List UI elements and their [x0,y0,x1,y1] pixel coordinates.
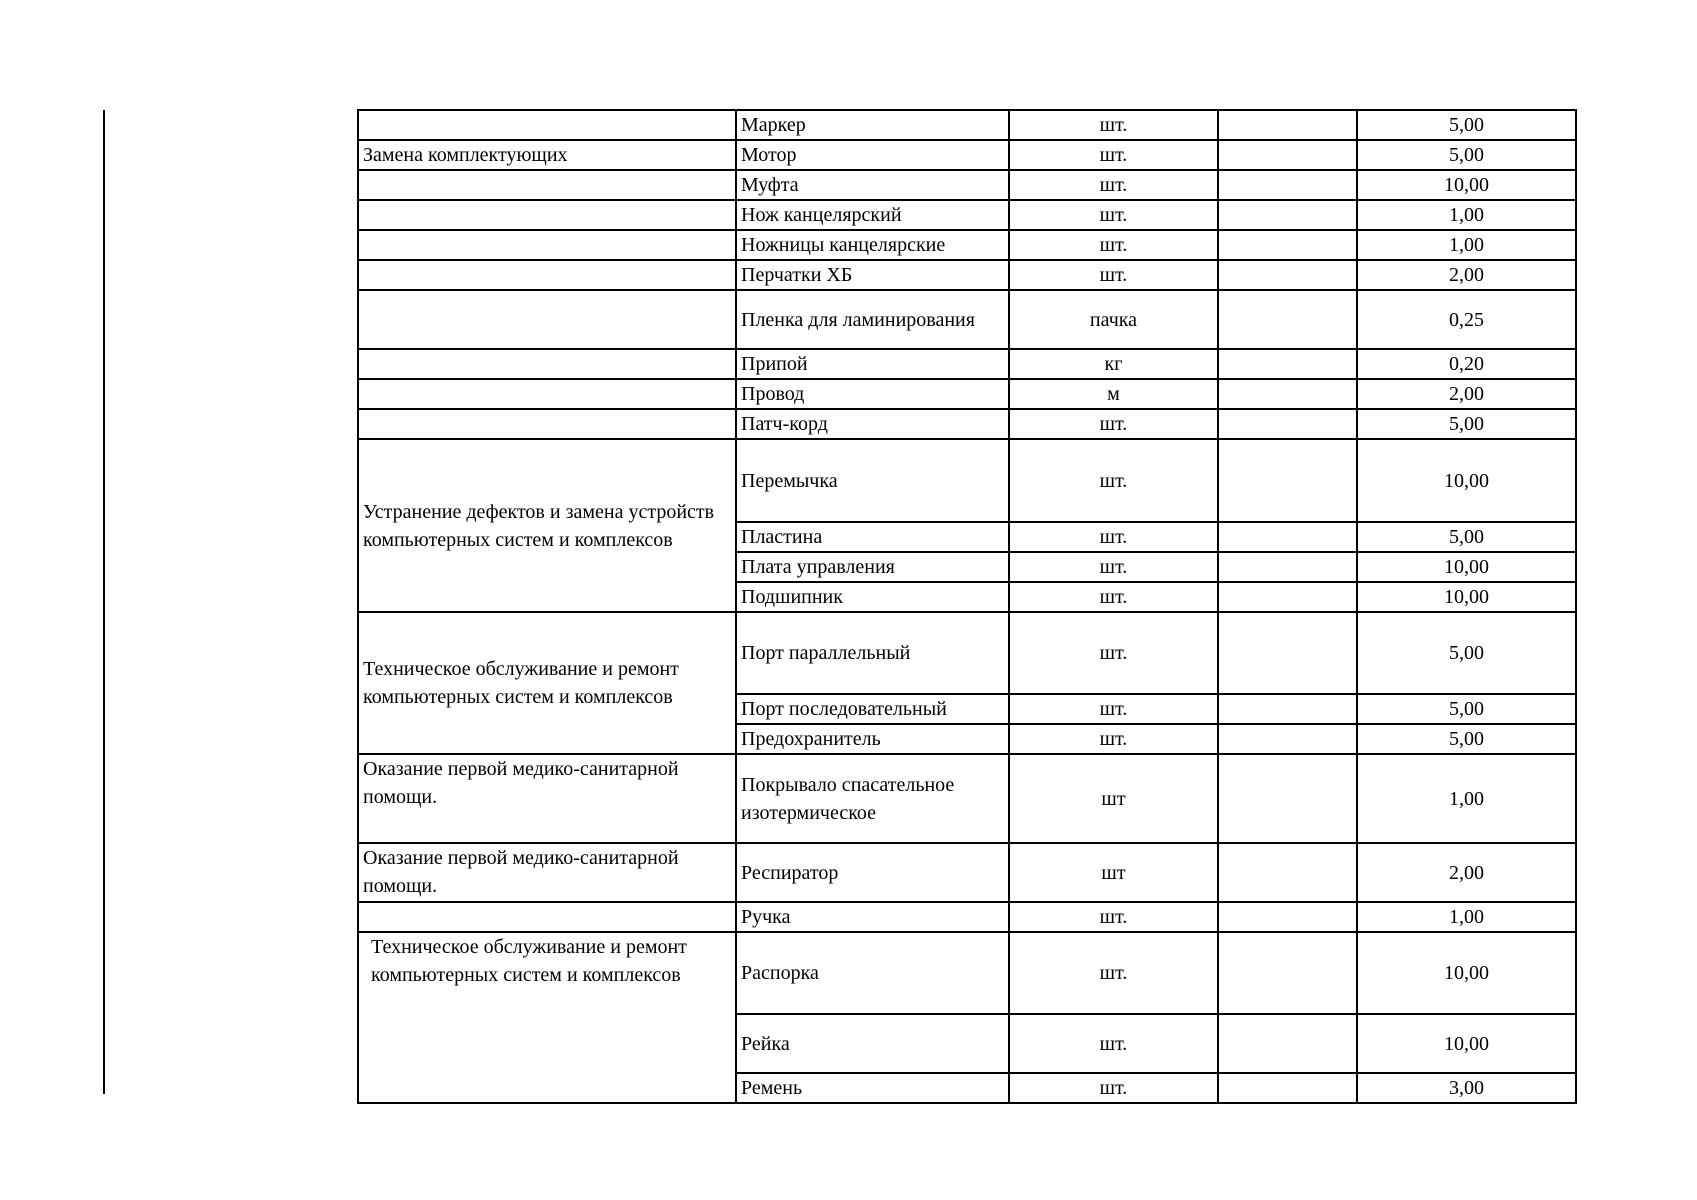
unit-cell: шт. [1009,230,1218,260]
price-cell [1218,170,1357,200]
quantity-cell: 10,00 [1357,170,1576,200]
unit-cell: шт. [1009,522,1218,552]
price-cell [1218,902,1357,932]
price-cell [1218,230,1357,260]
item-name-cell: Нож канцелярский [736,200,1009,230]
task-cell [358,260,736,290]
quantity-cell: 1,00 [1357,754,1576,843]
item-name-cell: Порт последовательный [736,694,1009,724]
item-name-cell: Рейка [736,1014,1009,1073]
table-row [358,230,1576,260]
unit-cell: шт. [1009,110,1218,140]
quantity-cell: 10,00 [1357,1014,1576,1073]
table-row [358,290,1576,349]
table-row [358,170,1576,200]
unit-cell: шт. [1009,724,1218,754]
unit-cell: шт. [1009,1014,1218,1073]
price-cell [1218,843,1357,902]
quantity-cell: 5,00 [1357,724,1576,754]
table-row [358,200,1576,230]
item-name-cell: Перчатки ХБ [736,260,1009,290]
unit-cell: шт. [1009,694,1218,724]
quantity-cell: 2,00 [1357,379,1576,409]
table-row [358,379,1576,409]
task-cell: Оказание первой медико-санитарной помощи. [358,754,736,843]
price-cell [1218,439,1357,522]
task-cell [358,902,736,932]
table-row [358,260,1576,290]
item-name-cell: Предохранитель [736,724,1009,754]
price-cell [1218,140,1357,170]
quantity-cell: 5,00 [1357,612,1576,694]
unit-cell: шт. [1009,200,1218,230]
price-cell [1218,612,1357,694]
table-row [358,843,1576,902]
table-row [358,140,1576,170]
table-row [358,932,1576,1014]
materials-table [357,109,1577,1104]
price-cell [1218,200,1357,230]
quantity-cell: 5,00 [1357,522,1576,552]
quantity-cell: 5,00 [1357,140,1576,170]
quantity-cell: 1,00 [1357,902,1576,932]
item-name-cell: Мотор [736,140,1009,170]
task-cell [358,349,736,379]
table-row [358,110,1576,140]
unit-cell: шт. [1009,582,1218,612]
task-cell [358,290,736,349]
quantity-cell: 5,00 [1357,409,1576,439]
task-cell [358,230,736,260]
item-name-cell: Подшипник [736,582,1009,612]
quantity-cell: 10,00 [1357,439,1576,522]
item-name-cell: Ручка [736,902,1009,932]
task-cell [358,200,736,230]
quantity-cell: 10,00 [1357,552,1576,582]
price-cell [1218,349,1357,379]
task-cell [358,110,736,140]
price-cell [1218,409,1357,439]
item-name-cell: Провод [736,379,1009,409]
price-cell [1218,754,1357,843]
unit-cell: шт. [1009,932,1218,1014]
unit-cell: шт. [1009,902,1218,932]
table-row [358,612,1576,694]
quantity-cell: 2,00 [1357,260,1576,290]
table-row [358,409,1576,439]
task-cell [358,379,736,409]
unit-cell: пачка [1009,290,1218,349]
unit-cell: кг [1009,349,1218,379]
price-cell [1218,1073,1357,1103]
item-name-cell: Пленка для ламинирования [736,290,1009,349]
quantity-cell: 10,00 [1357,932,1576,1014]
item-name-cell: Распорка [736,932,1009,1014]
table-row [358,902,1576,932]
item-name-cell: Припой [736,349,1009,379]
quantity-cell: 3,00 [1357,1073,1576,1103]
price-cell [1218,522,1357,552]
unit-cell: шт. [1009,260,1218,290]
task-cell: Оказание первой медико-санитарной помощи. [358,843,736,902]
price-cell [1218,110,1357,140]
unit-cell: шт. [1009,612,1218,694]
item-name-cell: Ножницы канцелярские [736,230,1009,260]
price-cell [1218,379,1357,409]
item-name-cell: Пластина [736,522,1009,552]
unit-cell: шт. [1009,1073,1218,1103]
unit-cell: шт. [1009,409,1218,439]
price-cell [1218,724,1357,754]
table-row [358,439,1576,522]
item-name-cell: Патч-корд [736,409,1009,439]
price-cell [1218,694,1357,724]
quantity-cell: 5,00 [1357,694,1576,724]
unit-cell: шт. [1009,170,1218,200]
unit-cell: шт. [1009,140,1218,170]
unit-cell: шт. [1009,439,1218,522]
table-row [358,754,1576,843]
item-name-cell: Покрывало спасательное изотермическое [736,754,1009,843]
price-cell [1218,932,1357,1014]
price-cell [1218,260,1357,290]
task-cell: Техническое обслуживание и ремонт компьютерных систем и комплексов [358,612,736,754]
quantity-cell: 2,00 [1357,843,1576,902]
quantity-cell: 1,00 [1357,200,1576,230]
price-cell [1218,290,1357,349]
price-cell [1218,1014,1357,1073]
item-name-cell: Ремень [736,1073,1009,1103]
quantity-cell: 10,00 [1357,582,1576,612]
item-name-cell: Муфта [736,170,1009,200]
item-name-cell: Порт параллельный [736,612,1009,694]
item-name-cell: Плата управления [736,552,1009,582]
quantity-cell: 1,00 [1357,230,1576,260]
task-cell [358,409,736,439]
item-name-cell: Респиратор [736,843,1009,902]
unit-cell: м [1009,379,1218,409]
item-name-cell: Маркер [736,110,1009,140]
unit-cell: шт. [1009,552,1218,582]
left-margin-rule [103,110,105,1094]
task-cell: Техническое обслуживание и ремонт компьютерных систем и комплексов [358,932,736,1103]
quantity-cell: 0,20 [1357,349,1576,379]
price-cell [1218,552,1357,582]
table-row [358,349,1576,379]
task-cell: Устранение дефектов и замена устройств компьютерных систем и комплексов [358,439,736,612]
unit-cell: шт [1009,843,1218,902]
item-name-cell: Перемычка [736,439,1009,522]
task-cell: Замена комплектующих [358,140,736,170]
quantity-cell: 5,00 [1357,110,1576,140]
unit-cell: шт [1009,754,1218,843]
task-cell [358,170,736,200]
price-cell [1218,582,1357,612]
quantity-cell: 0,25 [1357,290,1576,349]
